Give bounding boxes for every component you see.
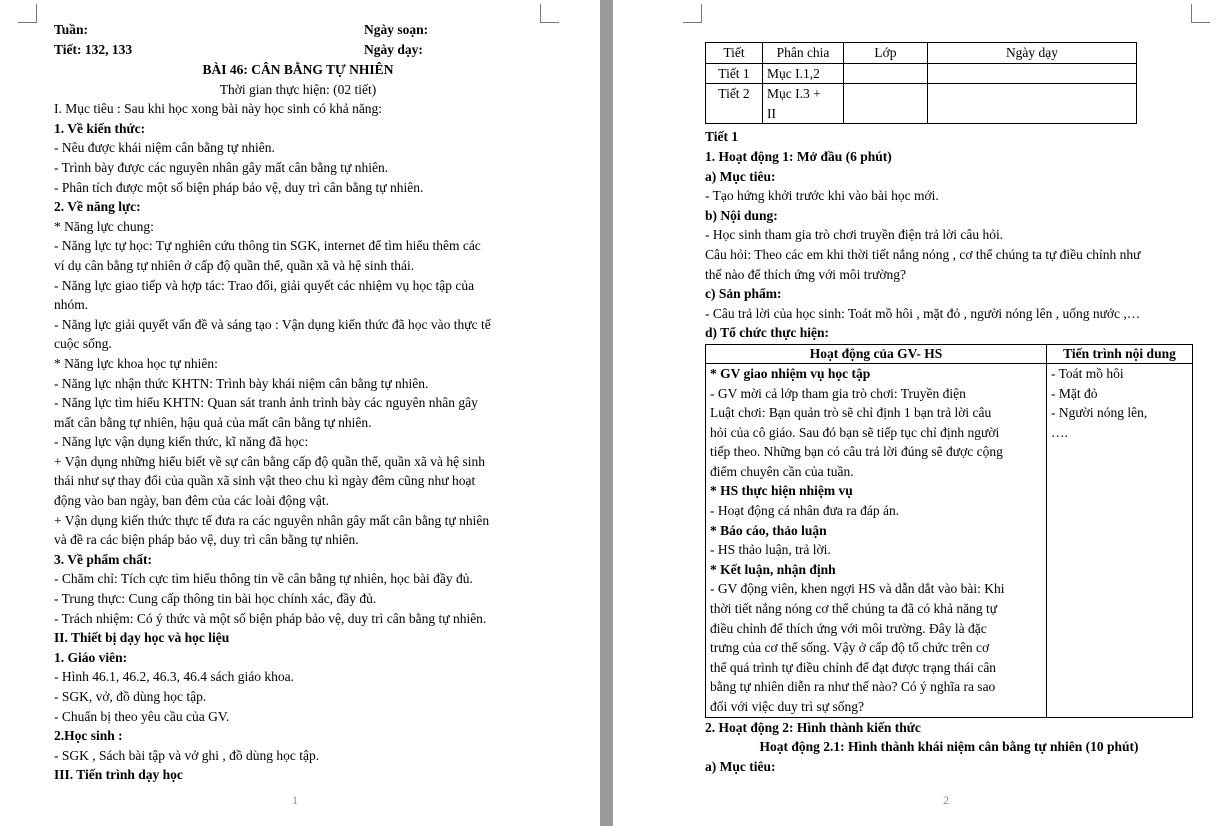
section-heading: 2. Về năng lực:: [54, 199, 141, 215]
schedule-table: [705, 42, 1137, 124]
text-line: - Năng lực vận dụng kiến thức, kĩ năng đã học:: [54, 434, 309, 450]
content-item: - Mặt đỏ: [1051, 385, 1098, 401]
text-line: I. Mục tiêu : Sau khi học xong bài này học sinh có khả năng:: [54, 101, 383, 117]
schedule-header-row: [706, 43, 1137, 64]
activity-row: [706, 363, 1193, 717]
section-heading: 2. Hoạt động 2: Hình thành kiến thức: [705, 719, 921, 735]
header-row: [54, 20, 542, 40]
text-line: hỏi của cô giáo. Sau đó bạn sẽ tiếp tục chỉ định người: [710, 424, 1000, 440]
period-label: Tiết: 132, 133: [54, 42, 133, 57]
text-line: thể quá trình tự điều chỉnh để đạt được trạng thái cân: [710, 659, 997, 675]
section-heading: d) Tổ chức thực hiện:: [705, 325, 829, 341]
text-line: bằng tự nhiên diễn ra như thế nào? Có ý nghĩa ra sao: [710, 679, 996, 695]
content-item: ….: [1051, 424, 1068, 440]
text-line: - Năng lực tìm hiểu KHTN: Quan sát tranh ảnh trình bày các nguyên nhân gây: [54, 395, 478, 411]
text-line: thế nào để thích ứng với môi trường?: [705, 266, 906, 282]
text-line: - Trình bày được các nguyên nhân gây mất cân bằng tự nhiên.: [54, 159, 389, 175]
page-number: 1: [292, 793, 298, 807]
schedule-cell: [928, 84, 1137, 124]
text-line: - GV động viên, khen ngợi HS và dẫn dắt vào bài: Khi: [710, 581, 1005, 597]
section-heading: 2.Học sinh :: [54, 728, 123, 744]
document-page-2: [613, 0, 1225, 826]
section-heading: 1. Giáo viên:: [54, 649, 128, 665]
text-line: - GV mời cả lớp tham gia trò chơi: Truyền điện: [710, 385, 966, 401]
schedule-cell: [844, 63, 928, 84]
step-heading: * HS thực hiện nhiệm vụ: [710, 483, 853, 499]
page-gutter: [600, 0, 613, 826]
step-heading: * GV giao nhiệm vụ học tập: [710, 365, 871, 381]
content-item: - Toát mồ hôi: [1051, 365, 1124, 381]
section-heading: b) Nội dung:: [705, 207, 778, 223]
text-line: - Hoạt động cá nhân đưa ra đáp án.: [710, 503, 900, 519]
text-line: đối với việc duy trì sự sống?: [710, 699, 864, 714]
content-progress-cell: [1047, 363, 1193, 717]
activity-header-cell: Hoạt động của GV- HS: [706, 344, 1047, 363]
text-line: - Tạo hứng khởi trước khi vào bài học mới.: [705, 188, 939, 204]
text-line: điểm chuyên cần của tuần.: [710, 463, 854, 479]
page-number: 2: [943, 793, 949, 807]
lesson-title: BÀI 46: CÂN BẰNG TỰ NHIÊN: [202, 62, 394, 77]
text-line: - Học sinh tham gia trò chơi truyền điện trả lời câu hỏi.: [705, 227, 1004, 243]
text-line: nhóm.: [54, 297, 89, 313]
text-line: mất cân bằng tự nhiên, hậu quả của mất cân bằng tự nhiên.: [54, 414, 372, 430]
text-line: cuộc sống.: [54, 336, 112, 352]
page-1-body: [54, 99, 542, 785]
section-heading: 3. Về phẩm chất:: [54, 551, 153, 567]
text-line: + Vận dụng những hiểu biết về sự cân bằng cấp độ quần thể, quần xã và hệ sinh: [54, 453, 486, 469]
text-line: thời tiết nắng nóng cơ thể chúng ta đã có khả năng tự: [710, 601, 998, 617]
activity-header-cell: Tiến trình nội dung: [1047, 344, 1193, 363]
step-heading: * Kết luận, nhận định: [710, 561, 836, 577]
schedule-cell: [844, 84, 928, 124]
text-line: * Năng lực chung:: [54, 218, 154, 234]
text-line: - Trách nhiệm: Có ý thức và một số biện pháp bảo vệ, duy trì cân bằng tự nhiên.: [54, 610, 487, 626]
text-line: trưng của cơ thể sống. Vậy ở cấp độ tổ chức trên cơ: [710, 640, 990, 656]
text-line: thái như sự thay đổi của quần xã sinh vật theo chu kì ngày đêm cũng như hoạt: [54, 473, 476, 489]
text-line: - Câu trả lời của học sinh: Toát mồ hôi , mặt đỏ , người nóng lên , uống nước ,…: [705, 305, 1141, 321]
text-line: + Vận dụng kiến thức thực tế đưa ra các nguyên nhân gây mất cân bằng tự nhiên: [54, 512, 490, 528]
activity-2-intro: [705, 718, 1193, 777]
schedule-header-cell: Tiết: [706, 43, 763, 64]
text-line: - Hình 46.1, 46.2, 46.3, 46.4 sách giáo khoa.: [54, 669, 294, 685]
schedule-header-cell: Lớp: [844, 43, 928, 64]
schedule-row: [706, 63, 1137, 84]
page-2-content: [705, 42, 1193, 776]
schedule-header-cell: Ngày dạy: [928, 43, 1137, 64]
lesson-duration: Thời gian thực hiện: (02 tiết): [219, 81, 377, 97]
text-line: - Năng lực giải quyết vấn đề và sáng tạo : Vận dụng kiến thức đã học vào thực tế: [54, 316, 491, 332]
text-line: - Phân tích được một số biện pháp bảo vệ, duy trì cân bằng tự nhiên.: [54, 179, 424, 195]
text-line: điều chỉnh để thích ứng với môi trường. Đây là đặc: [710, 620, 987, 636]
schedule-cell: Tiết 1: [706, 63, 763, 84]
text-line: - SGK , Sách bài tập và vở ghi , đồ dùng học tập.: [54, 747, 320, 763]
document-page-1: [0, 0, 600, 826]
schedule-row: [706, 84, 1137, 124]
schedule-header-cell: Phân chia: [763, 43, 844, 64]
schedule-body: [706, 63, 1137, 124]
header-row: [54, 40, 542, 60]
schedule-cell: Tiết 2: [706, 84, 763, 124]
section-heading: 1. Về kiến thức:: [54, 120, 146, 136]
text-line: - Năng lực giao tiếp và hợp tác: Trao đổi, giải quyết các nhiệm vụ học tập của: [54, 277, 475, 293]
page-corner-mark: [540, 4, 559, 23]
text-line: * Năng lực khoa học tự nhiên:: [54, 355, 218, 371]
page-corner-mark: [683, 4, 702, 23]
page-corner-mark: [18, 4, 37, 23]
text-line: ví dụ cân bằng tự nhiên ở cấp độ quần thể, quần xã và hệ sinh thái.: [54, 257, 415, 273]
schedule-cell: [928, 63, 1137, 84]
schedule-cell: Mục I.3 + II: [763, 84, 844, 124]
content-item: - Người nóng lên,: [1051, 405, 1148, 421]
text-line: - Nêu được khái niệm cân bằng tự nhiên.: [54, 140, 275, 156]
teach-date-label: Ngày dạy:: [364, 42, 423, 57]
text-line: - HS thảo luận, trả lời.: [710, 542, 831, 558]
text-line: Câu hỏi: Theo các em khi thời tiết nắng nóng , cơ thể chúng ta tự điều chỉnh như: [705, 246, 1141, 262]
section-heading: III. Tiến trình dạy học: [54, 767, 183, 783]
text-line: - Chuẩn bị theo yêu cầu của GV.: [54, 708, 230, 724]
section-heading: Hoạt động 2.1: Hình thành khái niệm cân bằng tự nhiên (10 phút): [759, 739, 1139, 755]
text-line: - Năng lực tự học: Tự nghiên cứu thông tin SGK, internet để tìm hiểu thêm các: [54, 238, 481, 254]
text-line: tiếp theo. Những bạn có câu trả lời đúng sẽ được cộng: [710, 444, 1003, 460]
text-line: - Chăm chỉ: Tích cực tìm hiểu thông tin về cân bằng tự nhiên, học bài đầy đủ.: [54, 571, 473, 587]
step-heading: * Báo cáo, thảo luận: [710, 522, 827, 538]
activity-header-row: [706, 344, 1193, 363]
section-heading: a) Mục tiêu:: [705, 758, 776, 774]
text-line: - Năng lực nhận thức KHTN: Trình bày khái niệm cân bằng tự nhiên.: [54, 375, 429, 391]
page-corner-mark: [1191, 4, 1210, 23]
section-heading: c) Sản phẩm:: [705, 286, 782, 302]
activity-1-intro: [705, 127, 1193, 343]
text-line: Luật chơi: Bạn quản trò sẽ chỉ định 1 bạn trả lời câu: [710, 405, 992, 421]
section-heading: a) Mục tiêu:: [705, 168, 776, 184]
text-line: động vào ban ngày, ban đêm của các loài động vật.: [54, 493, 330, 509]
text-line: và đề ra các biện pháp bảo vệ, duy trì cân bằng tự nhiên.: [54, 532, 359, 548]
week-label: Tuần:: [54, 22, 89, 37]
section-heading: Tiết 1: [705, 129, 739, 145]
section-heading: II. Thiết bị dạy học và học liệu: [54, 630, 230, 646]
activity-table: [705, 344, 1193, 718]
schedule-cell: Mục I.1,2: [763, 63, 844, 84]
text-line: - Trung thực: Cung cấp thông tin bài học chính xác, đầy đủ.: [54, 591, 377, 607]
text-line: - SGK, vở, đồ dùng học tập.: [54, 689, 207, 704]
teacher-student-activity-cell: [706, 363, 1047, 717]
prep-date-label: Ngày soạn:: [364, 22, 429, 37]
page-1-content: [54, 20, 542, 785]
section-heading: 1. Hoạt động 1: Mở đầu (6 phút): [705, 148, 892, 164]
